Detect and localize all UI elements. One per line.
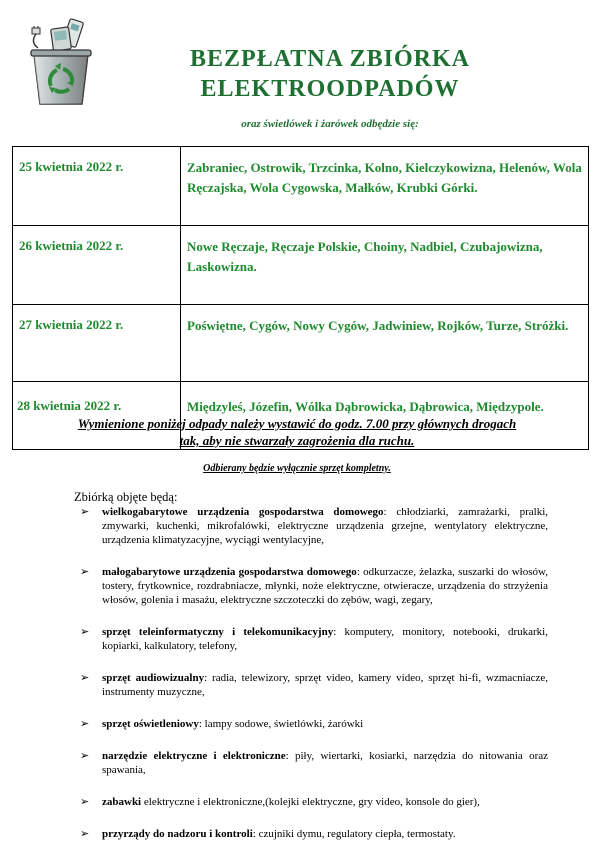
item-description: : piły, wiertarki, kosiarki, narzędzia do nitowania oraz spawania,	[102, 750, 549, 776]
collection-places: Międzyleś, Józefin, Wólka Dąbrowicka, Dąbrowica, Międzypole.	[181, 382, 589, 450]
page-title-line2: ELEKTROODPADÓW	[200, 76, 460, 102]
arrow-bullet-icon: ➢	[80, 796, 90, 808]
list-item	[80, 505, 548, 547]
collection-date: 28 kwietnia 2022 r.	[13, 382, 181, 450]
collection-places: Zabraniec, Ostrowik, Trzcinka, Kolno, Kielczykowizna, Helenów, Wola Ręczajska, Wola Cygowska, Małków, Krubki Górki.	[181, 147, 589, 226]
arrow-bullet-icon: ➢	[80, 626, 90, 638]
arrow-bullet-icon: ➢	[80, 750, 90, 762]
item-category: narzędzie elektryczne i elektroniczne	[102, 750, 286, 762]
item-category: małogabarytowe urządzenia gospodarstwa domowego	[102, 566, 357, 578]
arrow-bullet-icon: ➢	[80, 718, 90, 730]
placement-notice	[50, 415, 544, 449]
placement-notice-line2: tak, aby nie stwarzały zagrożenia dla ruchu.	[179, 433, 415, 448]
list-item	[80, 749, 548, 777]
item-category: sprzęt oświetleniowy	[102, 718, 199, 730]
list-item	[80, 717, 548, 731]
placement-notice-line1: Wymienione poniżej odpady należy wystawić do godz. 7.00 przy głównych drogach	[77, 416, 517, 431]
list-item	[80, 795, 548, 809]
page-title-line1: BEZPŁATNA ZBIÓRKA	[190, 46, 470, 72]
item-description: elektryczne i elektroniczne,(kolejki elektryczne, gry video, konsole do gier),	[141, 796, 480, 808]
list-item	[80, 671, 548, 699]
table-row	[13, 226, 589, 305]
item-category: przyrządy do nadzoru i kontroli	[102, 828, 253, 840]
collection-places: Nowe Ręczaje, Ręczaje Polskie, Choiny, Nadbiel, Czubajowizna, Laskowizna.	[181, 226, 589, 305]
items-intro: Zbiórką objęte będą:	[74, 490, 178, 504]
item-category: wielkogabarytowe urządzenia gospodarstwa domowego	[102, 506, 384, 518]
item-description: : chłodziarki, zamrażarki, pralki, zmywarki, kuchenki, mikrofalówki, elektryczne urządzenia grzejne, wentylatory elektryczne, urządzenia klimatyzacyjne, wyciągi wentylacyjne,	[102, 506, 548, 546]
item-description: : odkurzacze, żelazka, suszarki do włosów, tostery, frytkownice, rozdrabniacze, młynki, noże elektryczne, otwieracze, urządzenia do strzyżenia włosów, golenia i masażu, elektryczne szczoteczki do zębów, wagi, zegary,	[102, 566, 548, 606]
recycling-bin-icon	[22, 14, 100, 110]
item-description: : radia, telewizory, sprzęt video, kamery video, sprzęt hi-fi, wzmacniacze, instrumenty muzyczne,	[102, 672, 548, 698]
arrow-bullet-icon: ➢	[80, 506, 90, 518]
table-row	[13, 305, 589, 382]
collection-date: 27 kwietnia 2022 r.	[13, 305, 181, 382]
subtitle: oraz świetlówek i żarówek odbędzie się:	[241, 118, 419, 130]
item-description: : komputery, monitory, notebooki, drukarki, kopiarki, kalkulatory, telefony,	[102, 626, 548, 652]
item-category: sprzęt audiowizualny	[102, 672, 205, 684]
complete-equipment-notice: Odbierany będzie wyłącznie sprzęt kompletny.	[203, 463, 391, 474]
collection-date: 26 kwietnia 2022 r.	[13, 226, 181, 305]
list-item	[80, 625, 548, 653]
schedule-table	[12, 146, 589, 450]
item-category: zabawki	[102, 796, 142, 808]
list-item	[80, 827, 548, 841]
list-item	[80, 565, 548, 607]
arrow-bullet-icon: ➢	[80, 566, 90, 578]
arrow-bullet-icon: ➢	[80, 828, 90, 840]
waste-items-list	[80, 505, 548, 841]
table-row	[13, 147, 589, 226]
collection-date: 25 kwietnia 2022 r.	[13, 147, 181, 226]
item-description: : lampy sodowe, świetlówki, żarówki	[198, 718, 364, 730]
item-category: sprzęt teleinformatyczny i telekomunikacyjny	[102, 626, 334, 638]
arrow-bullet-icon: ➢	[80, 672, 90, 684]
collection-places: Poświętne, Cygów, Nowy Cygów, Jadwiniew, Rojków, Turze, Stróżki.	[181, 305, 589, 382]
item-description: : czujniki dymu, regulatory ciepła, termostaty.	[252, 828, 456, 840]
